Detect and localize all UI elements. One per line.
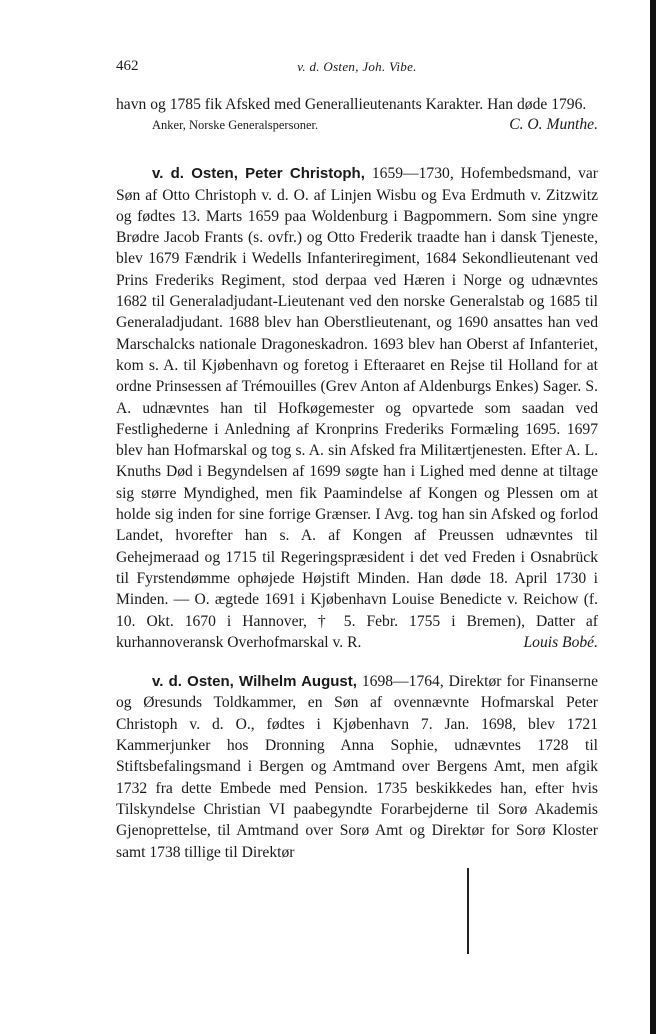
entry-author: Louis Bobé. bbox=[523, 633, 598, 651]
entry-name: v. d. Osten, Peter Christoph, bbox=[152, 165, 365, 183]
page-header bbox=[116, 58, 598, 80]
page-content bbox=[116, 94, 598, 863]
scan-fold-line bbox=[467, 868, 469, 954]
intro-paragraph bbox=[116, 94, 598, 134]
page-number: 462 bbox=[116, 58, 139, 74]
entry-name: v. d. Osten, Wilhelm August, bbox=[152, 673, 357, 691]
intro-source: Anker, Norske Generalspersoner. bbox=[152, 118, 319, 133]
running-head: v. d. Osten, Joh. Vibe. bbox=[297, 59, 417, 74]
entry-peter-christoph bbox=[116, 163, 598, 653]
intro-source-line bbox=[116, 116, 598, 134]
scan-border bbox=[650, 0, 656, 1034]
entry-body: 1659—1730, Hofembedsmand, var Søn af Otto Christoph v. d. O. af Linjen Wisbu og Eva Erdmuth v. Zitzwitz og fødtes 13. Marts 1659 paa Woldenburg i Bagpommern. Som sine yngre Brødre Jacob Frants (s. ovfr.) og Otto Frederik traadte han i dansk Tjeneste, blev 1679 Fændrik i Wedells Infanteriregiment, 1684 Sekondlieutenant ved Prins Frederiks Regiment, stod derpaa ved Hæren i Norge og udnævntes 1682 til Generaladjudant-Lieutenant ved den norske Generalstab og 1685 til Generaladjudant. 1688 blev han Oberstlieutenant, og 1690 ansattes han ved Marschalcks nationale Dragoneskadron. 1693 blev han Oberst af Infanteriet, kom s. A. til Kjøbenhavn og foretog i Efteraaret en Rejse til Holland for at ordne Prinsessen af Trémouilles (Grev Anton af Aldenburgs Enkes) Sager. S. A. udnævntes han til Hofkøgemester og opvartede som saadan ved Festlighederne i Anledning af Kronprins Frederiks Formæling 1695. 1697 blev han Hofmarskal og tog s. A. sin Afsked fra Militærtjenesten. Efter A. L. Knuths Død i Begyndelsen af 1699 søgte han i Lighed med denne at tiltage sig større Myndighed, men fik Paamindelse af Kongen og Plessen om at holde sig inden for sine forrige Grænser. I Avg. tog han sin Afsked og forlod Landet, hvorefter han s. A. af Kongen af Preussen udnævntes til Gehejmeraad og 1715 til Regeringspræsident i det ved Freden i Osnabrück til Fyrstendømme ophøjede Højstift Minden. Han døde 18. April 1730 i Minden. — O. ægtede 1691 i Kjøbenhavn Louise Benedicte v. Reichow (f. 10. Okt. 1670 i Hannover, † 5. Febr. 1755 i Bremen), Datter af kurhannoveransk Overhofmarskal v. R. bbox=[116, 165, 598, 651]
entry-wilhelm-august bbox=[116, 671, 598, 863]
intro-author: C. O. Munthe. bbox=[509, 116, 598, 134]
entry-body: 1698—1764, Direktør for Finanserne og Øresunds Toldkammer, en Søn af ovennævnte Hofmarskal Peter Christoph v. d. O., fødtes i Kjøbenhavn 7. Jan. 1698, blev 1721 Kammerjunker hos Dronning Anna Sophie, udnævntes 1728 til Stiftsbefalingsmand i Bergen og Amtmand over Bergens Amt, men afgik 1732 fra dette Embede med Pension. 1735 beskikkedes han, efter hvis Tilskyndelse Christian VI paabegyndte Forarbejderne til Sorø Akademis Gjenoprettelse, til Amtmand over Sorø Amt og Direktør for Sorø Kloster samt 1738 tillige til Direktør bbox=[116, 673, 598, 861]
intro-text: havn og 1785 fik Afsked med Generallieutenants Karakter. Han døde 1796. bbox=[116, 96, 587, 113]
